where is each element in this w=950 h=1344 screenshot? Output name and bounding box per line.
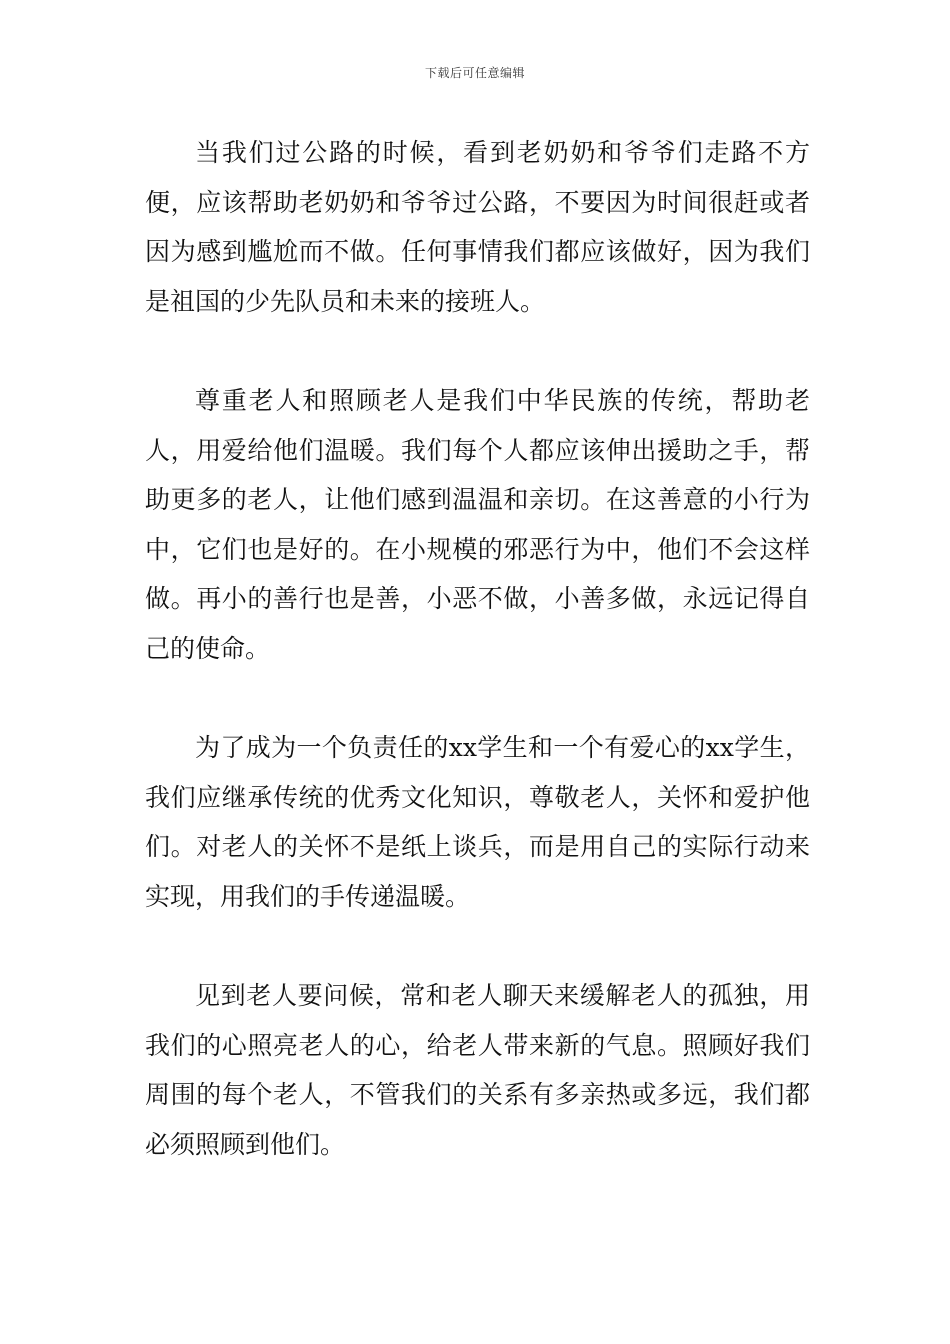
paragraph-4: 见到老人要问候，常和老人聊天来缓解老人的孤独，用我们的心照亮老人的心，给老人带来新的气息。照顾好我们周围的每个老人，不管我们的关系有多亲热或多远，我们都必须照顾到他们。 [145,981,810,1159]
paragraph-2: 尊重老人和照顾老人是我们中华民族的传统，帮助老人，用爱给他们温暖。我们每个人都应该伸出援助之手，帮助更多的老人，让他们感到温温和亲切。在这善意的小行为中，它们也是好的。在小规模的邪恶行为中，他们不会这样做。再小的善行也是善，小恶不做，小善多做，永远记得自己的使命。 [145,386,810,663]
paragraph-1: 当我们过公路的时候，看到老奶奶和爷爷们走路不方便，应该帮助老奶奶和爷爷过公路，不要因为时间很赶或者因为感到尴尬而不做。任何事情我们都应该做好，因为我们是祖国的少先队员和未来的接班人。 [145,138,810,316]
page-header-note: 下载后可任意编辑 [424,66,525,80]
paragraph-3: 为了成为一个负责任的xx学生和一个有爱心的xx学生，我们应继承传统的优秀文化知识，尊敬老人，关怀和爱护他们。对老人的关怀不是纸上谈兵，而是用自己的实际行动来实现，用我们的手传递温暖。 [145,733,810,911]
document-body [145,128,810,1169]
